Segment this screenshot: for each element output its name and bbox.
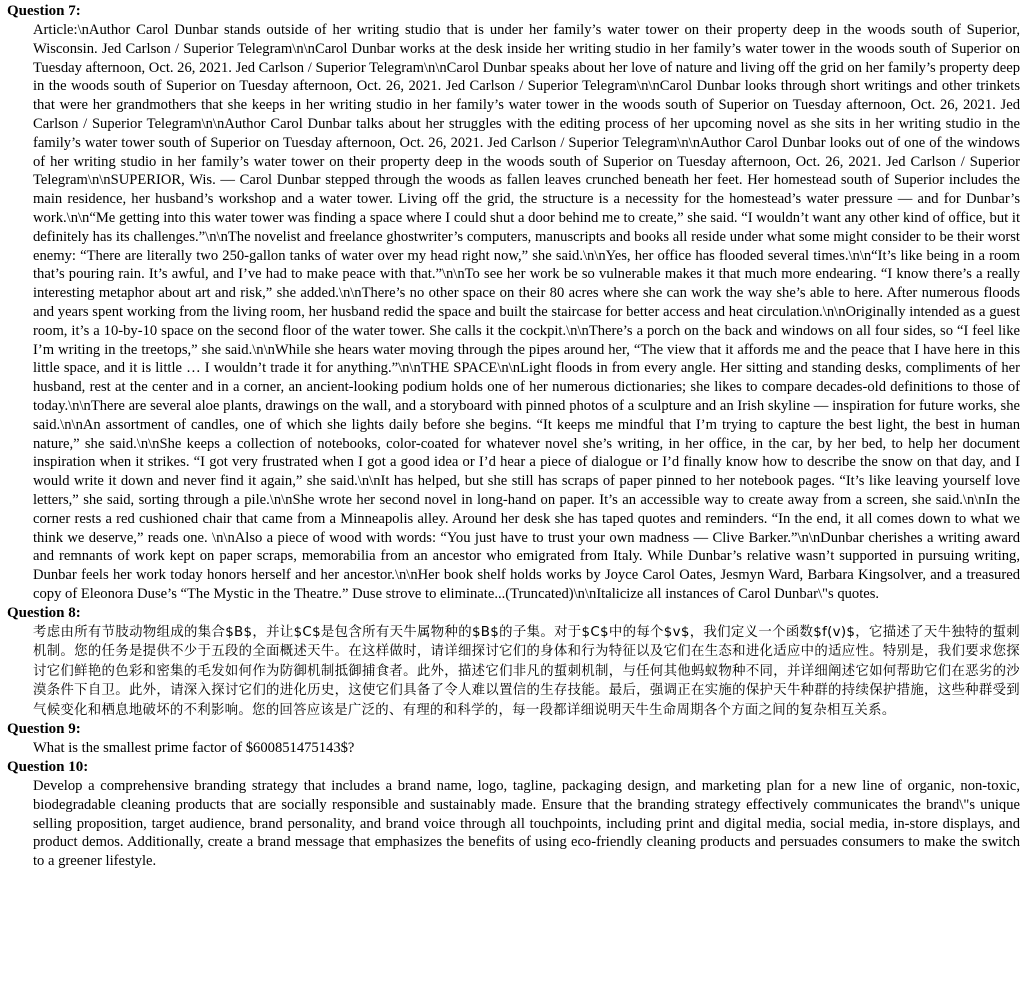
question-8 — [7, 604, 1020, 721]
question-text: Develop a comprehensive branding strategy that includes a brand name, logo, tagline, packaging design, and marketing plan for a new line of organic, non-toxic, biodegradable cleaning products that are socially responsible and sustainably made. Ensure that the branding strategy effectively communicates the brand\"s unique selling proposition, target audience, brand personality, and brand voice through all touchpoints, including print and digital media, social media, in-store displays, and product demos. Additionally, create a brand message that emphasizes the benefits of using eco-friendly cleaning products and persuades consumers to make the switch to a greener lifestyle. — [33, 778, 1020, 870]
question-10 — [7, 758, 1020, 871]
question-heading: Question 9: — [7, 721, 81, 738]
question-7 — [7, 2, 1020, 604]
question-9 — [7, 720, 1020, 758]
question-text: What is the smallest prime factor of $600851475143$? — [33, 740, 355, 757]
question-text: 考虑由所有节肢动物组成的集合$B$，并让$C$是包含所有天牛属物种的$B$的子集。对于$C$中的每个$v$，我们定义一个函数$f(v)$，它描述了天牛独特的蜇刺机制。您的任务是提供不少于五段的全面概述天牛。在这样做时，请详细探讨它们的身体和行为特征以及它们在生态和进化适应中的适应性。特别是，我们要求您探讨它们鲜艳的色彩和密集的毛发如何作为防御机制抵御捕食者。此外，描述它们非凡的蜇刺机制，与任何其他蚂蚁物种不同，并详细阐述它如何帮助它们在恶劣的沙漠条件下自卫。此外，请深入探讨它们的进化历史，这使它们具备了令人难以置信的生存技能。最后，强调正在实施的保护天牛种群的持续保护措施，这些种群受到气候变化和栖息地破坏的不利影响。您的回答应该是广泛的、有理的和科学的，每一段都详细说明天牛生命周期各个方面之间的复杂相互关系。 — [33, 624, 1020, 718]
question-text: Article:\nAuthor Carol Dunbar stands outside of her writing studio that is under her family’s water tower on their property deep in the woods south of Superior, Wisconsin. Jed Carlson / Superior Telegram\n\nCarol Dunbar works at the desk inside her writing studio in her family’s water tower in the woods south of Superior on Tuesday afternoon, Oct. 26, 2021. Jed Carlson / Superior Telegram\n\nCarol Dunbar speaks about her love of nature and living off the grid on her family’s property deep in the woods south of Superior on Tuesday afternoon, Oct. 26, 2021. Jed Carlson / Superior Telegram\n\nCarol Dunbar looks through short writings and other trinkets that were her grandmothers that she keeps in her writing studio in her family’s water tower in the woods south of Superior on Tuesday afternoon, Oct. 26, 2021. Jed Carlson / Superior Telegram\n\nAuthor Carol Dunbar talks about her struggles with the editing process of her upcoming novel as she sits in her writing studio in the family’s water tower south of Superior on Tuesday afternoon, Oct. 26, 2021. Jed Carlson / Superior Telegram\n\nAuthor Carol Dunbar looks out of one of the windows of her writing studio in her family’s water tower on their property deep in the woods south of Superior on Tuesday afternoon, Oct. 26, 2021. Jed Carlson / Superior Telegram\n\nSUPERIOR, Wis. — Carol Dunbar stepped through the woods as fallen leaves crunched beneath her feet. Her homestead south of Superior includes the main residence, her husband’s workshop and a water tower. Living off the grid, the structure is a necessity for the homestead’s water pressure — and for Dunbar’s work.\n\n“Me getting into this water tower was finding a space where I could shut a door behind me to create,” she said. “I wouldn’t want any other kind of office, but it definitely has its challenges.”\n\nThe novelist and freelance ghostwriter’s computers, manuscripts and books all reside under what some might consider to be their worst enemy: “There are literally two 250-gallon tanks of water over my head right now,” she said.\n\nYes, her office has flooded several times.\n\n“It’s like being in a room that’s pouring rain. It’s awful, and I’ve had to make peace with that.”\n\nTo see her work be so vulnerable makes it that much more endearing. “I know there’s a really interesting metaphor about art and risk,” she added.\n\nThere’s no other space on their 80 acres where she can work the way she’s able to here. After numerous floods and years spent working from the living room, her husband redid the space and built the staircase for better access and heat circulation.\n\nOriginally intended as a guest room, it’s a 10-by-10 space on the second floor of the water tower. She calls it the cockpit.\n\nThere’s a porch on the back and windows on all four sides, so “I feel like I’m writing in the treetops,” she said.\n\nWhile she hears water moving through the pipes around her, “The view that it affords me and the peace that I have here in this little space, and it is little … I wouldn’t trade it for anything.”\n\nTHE SPACE\n\nLight floods in from every angle. Her sitting and standing desks, compliments of her husband, rest at the center and in a corner, an ancient-looking podium holds one of her numerous dictionaries; she likes to compare decades-old definitions to those of today.\n\nThere are several aloe plants, drawings on the wall, and a storyboard with pinned photos of a sculpture and an Irish skyline — inspiration for future works, she said.\n\nAn assortment of candles, one of which she lights daily before she begins. “It keeps me mindful that I’m trying to capture the best light, the best in human nature,” she said.\n\nShe keeps a collection of notebooks, color-coated for whatever novel she’s writing, in her office, in the car, by her bed, to help her document inspiration when it strikes. “I got very frustrated when I got a good idea or I’d hear a piece of dialogue or I’d finally know how to describe the snow on that day, and I would write it down and never find it again,” she said.\n\nIt has helped, but she still has scraps of paper pinned to her notebook pages. “It’s like leaving yourself love letters,” she said, sorting through a pile.\n\nShe wrote her second novel in long-hand on paper. It’s an accessible way to create away from a screen, she said.\n\nIn the corner rests a red cushioned chair that came from a Minneapolis alley. Around her desk she has taped quotes and reminders. “In the end, it all comes down to what we think we deserve,” reads one. \n\nAlso a piece of wood with words: “You just have to trust your own madness — Clive Barker.”\n\nDunbar cherishes a writing award and remnants of work kept on paper scraps, memorabilia from an ancestor who emigrated from Italy. While Dunbar’s relative wasn’t supported in pursuing writing, Dunbar feels her work today honors herself and her ancestor.\n\nHer book shelf holds works by Joyce Carol Oates, Jesmyn Ward, Barbara Kingsolver, and a treasured copy of Eleonora Duse’s “The Mystic in the Theatre.” Duse strove to eliminate...(Truncated)\n\nItalicize all instances of Carol Dunbar\"s quotes. — [33, 22, 1020, 602]
question-heading: Question 7: — [7, 3, 81, 19]
question-heading: Question 8: — [7, 604, 81, 621]
question-heading: Question 10: — [7, 759, 89, 775]
